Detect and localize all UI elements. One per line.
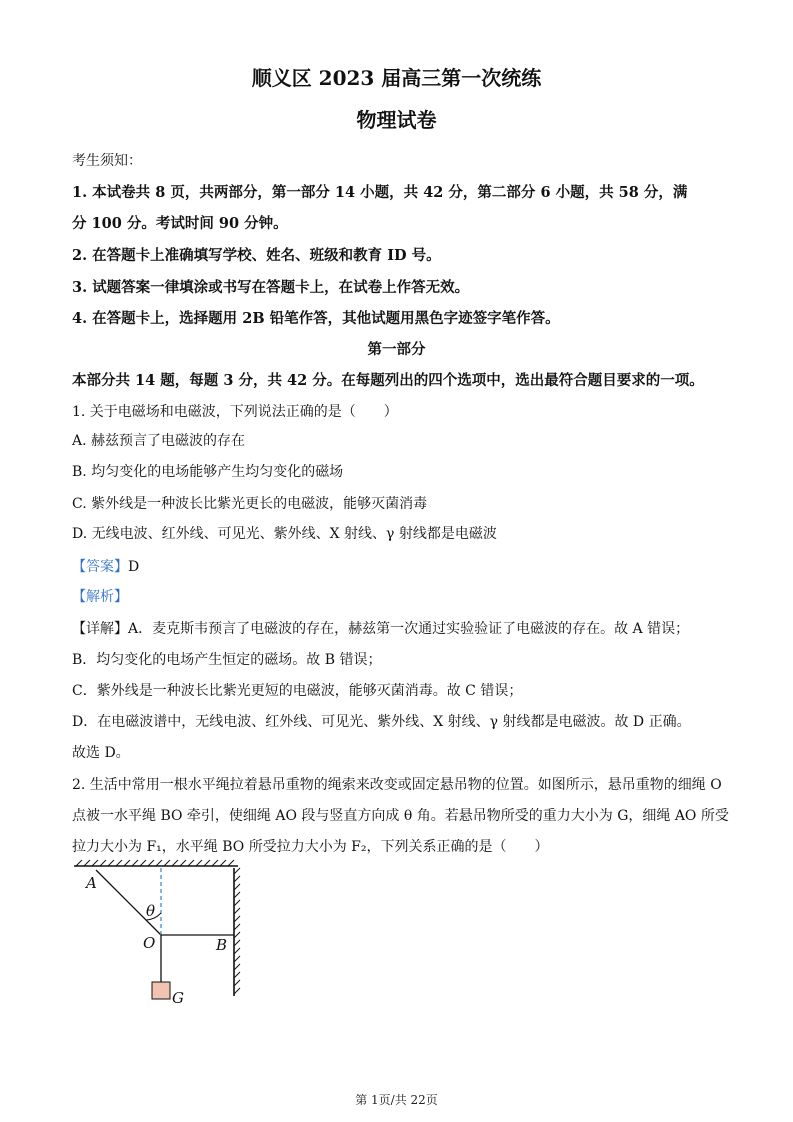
notice-item: 4. 在答题卡上，选择题用 2B 铅笔作答，其他试题用黑色字迹签字笔作答。	[72, 310, 560, 327]
label-theta: θ	[146, 902, 156, 920]
label-o: O	[143, 934, 156, 952]
question-stem: 拉力大小为 F₁，水平绳 BO 所受拉力大小为 F₂，下列关系正确的是（ ）	[72, 839, 549, 855]
detail-text: A．麦克斯韦预言了电磁波的存在，赫兹第一次通过实验验证了电磁波的存在。故 A 错误；	[128, 621, 690, 637]
detail-conclusion: 故选 D。	[72, 745, 130, 761]
label-g: G	[172, 989, 184, 1007]
option-b: B. 均匀变化的电场能够产生均匀变化的磁场	[72, 464, 344, 480]
page-number: 第 1页/共 22页	[355, 1093, 438, 1107]
notice-item: 分 100 分。考试时间 90 分钟。	[72, 215, 288, 232]
detail-text: D．在电磁波谱中，无线电波、红外线、可见光、紫外线、X 射线、γ 射线都是电磁波。故 D 正确。	[72, 714, 691, 730]
answer-line	[72, 556, 732, 576]
notice-heading: 考生须知：	[72, 153, 142, 169]
answer-value: D	[128, 559, 140, 575]
ceiling-hatch	[76, 860, 234, 866]
weight-block	[152, 982, 170, 999]
detail-text: B．均匀变化的电场产生恒定的磁场。故 B 错误；	[72, 652, 382, 668]
notice-item: 2. 在答题卡上准确填写学校、姓名、班级和教育 ID 号。	[72, 247, 441, 264]
analysis-tag: 【解析】	[72, 589, 128, 605]
analysis-line	[72, 586, 732, 606]
detail-text: C．紫外线是一种波长比紫光更短的电磁波，能够灭菌消毒。故 C 错误；	[72, 683, 523, 699]
exam-subtitle: 物理试卷	[356, 108, 437, 132]
notice-item: 1. 本试卷共 8 页，共两部分，第一部分 14 小题，共 42 分，第二部分 6 小题，共 58 分，满	[72, 184, 688, 201]
question-stem: 1. 关于电磁场和电磁波，下列说法正确的是（ ）	[72, 404, 398, 420]
detail-line	[72, 618, 732, 638]
option-c: C. 紫外线是一种波长比紫光更长的电磁波，能够灭菌消毒	[72, 496, 428, 512]
part-intro: 本部分共 14 题，每题 3 分，共 42 分。在每题列出的四个选项中，选出最符合题目要求的一项。	[72, 372, 704, 389]
part-title: 第一部分	[367, 341, 426, 358]
option-a: A. 赫兹预言了电磁波的存在	[72, 433, 246, 449]
question-stem: 点被一水平绳 BO 牵引，使细绳 AO 段与竖直方向成 θ 角。若悬吊物所受的重力大小为 G，细绳 AO 所受	[72, 808, 729, 824]
rope-diagram	[66, 858, 256, 1008]
detail-tag: 【详解】	[72, 621, 128, 637]
answer-tag: 【答案】	[72, 559, 128, 575]
option-d: D. 无线电波、红外线、可见光、紫外线、X 射线、γ 射线都是电磁波	[72, 526, 497, 542]
label-b: B	[216, 936, 228, 954]
notice-item: 3. 试题答案一律填涂或书写在答题卡上，在试卷上作答无效。	[72, 279, 470, 296]
rope-diagram-svg	[66, 858, 256, 1008]
exam-title: 顺义区 2023 届高三第一次统练	[251, 66, 542, 90]
wall-hatch	[234, 868, 240, 994]
label-a: A	[86, 874, 97, 892]
question-stem: 2. 生活中常用一根水平绳拉着悬吊重物的绳索来改变或固定悬吊物的位置。如图所示，悬吊重物的细绳 O	[72, 777, 722, 793]
